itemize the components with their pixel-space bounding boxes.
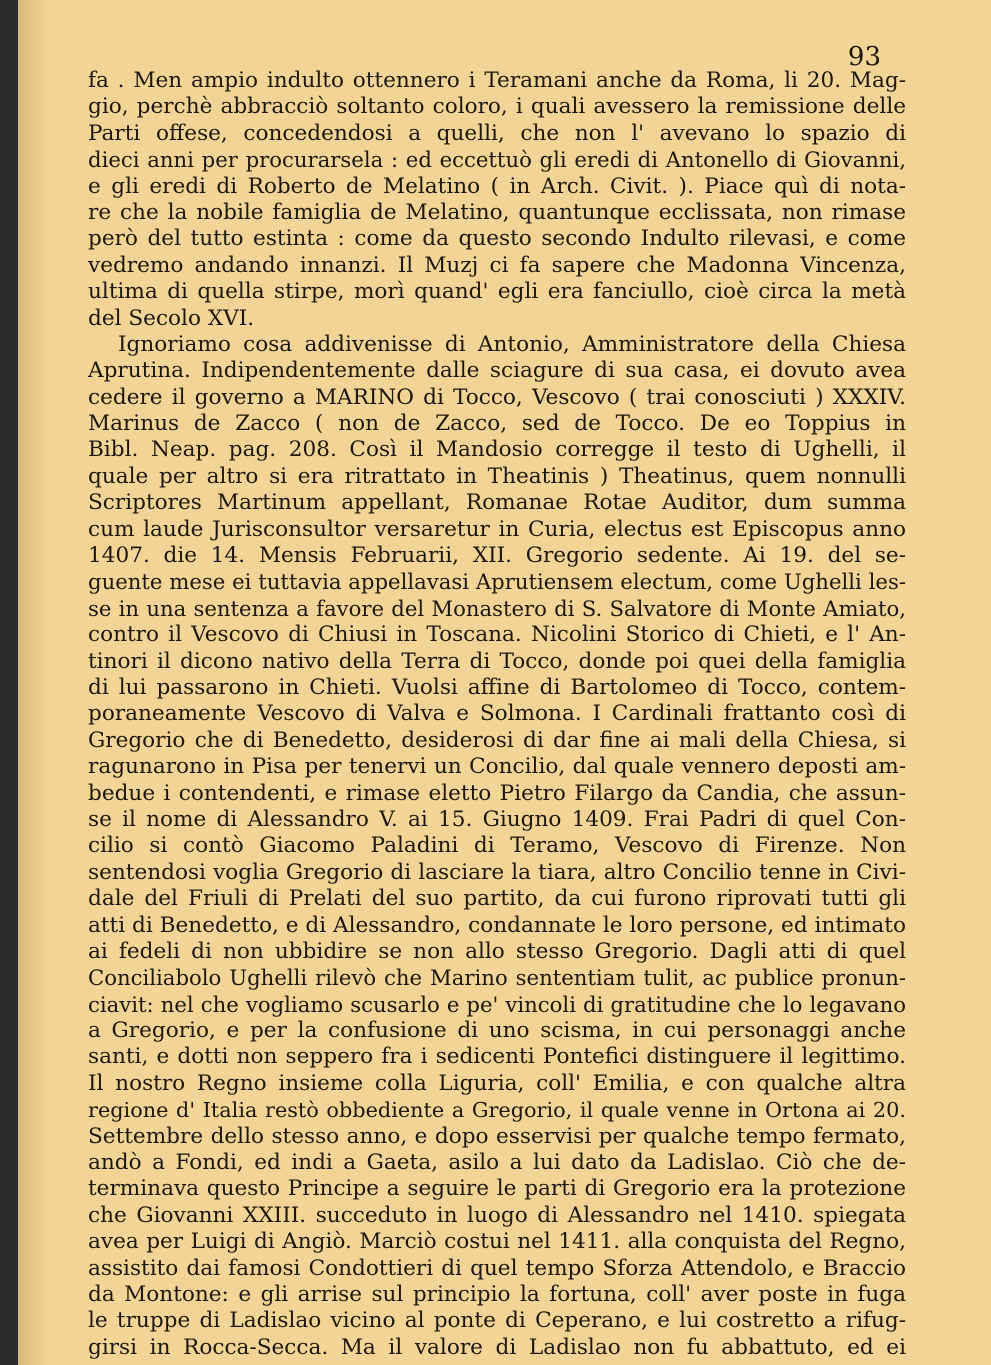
text-line: ragunarono in Pisa per tenervi un Concilio, dal quale vennero deposti am- [88,754,906,780]
text-line: cedere il governo a MARINO di Tocco, Vescovo ( trai conosciuti ) XXXIV. [88,384,906,410]
text-line: che Giovanni XXIII. succeduto in luogo di Alessandro nel 1410. spiegata [88,1202,906,1228]
text-line: atti di Benedetto, e di Alessandro, condannate le loro persone, ed intimato [88,912,906,938]
text-line: gio, perchè abbracciò soltanto coloro, i quali avessero la remissione delle [88,94,906,120]
text-line: fa . Men ampio indulto ottennero i Teramani anche da Roma, li 20. Mag- [88,68,906,93]
text-line: 1407. die 14. Mensis Februarii, XII. Gregorio sedente. Ai 19. del se- [88,543,906,569]
text-line: Aprutina. Indipendentemente dalle sciagure di sua casa, ei dovuto avea [88,358,906,384]
text-line: regione d' Italia restò obbediente a Gregorio, il quale venne in Ortona ai 20. [88,1098,906,1123]
text-line: bedue i contendenti, e rimase eletto Pietro Filargo da Candia, che assun- [88,780,906,806]
text-line: Ignoriamo cosa addivenisse di Antonio, Amministratore della Chiesa [118,331,906,357]
text-line: girsi in Rocca-Secca. Ma il valore di Ladislao non fu abbattuto, ed ei [88,1334,906,1360]
text-line: Bibl. Neap. pag. 208. Così il Mandosio corregge il testo di Ughelli, il [88,437,906,463]
text-line: di lui passarono in Chieti. Vuolsi affine di Bartolomeo di Tocco, contem- [88,674,906,700]
text-line: avea per Luigi di Angiò. Marciò costui nel 1411. alla conquista del Regno, [88,1229,906,1255]
text-line: Il nostro Regno insieme colla Liguria, coll' Emilia, e con qualche altra [88,1070,906,1096]
text-line: santi, e dotti non seppero fra i sedicenti Pontefici distinguere il legittimo. [88,1044,906,1070]
page-gutter-shadow [18,0,48,1365]
text-line: assistito dai famosi Condottieri di quel tempo Sforza Attendolo, e Braccio [88,1255,906,1281]
book-page [18,0,991,1365]
text-line: terminava questo Principe a seguire le parti di Gregorio era la protezione [88,1176,906,1202]
text-line: se il nome di Alessandro V. ai 15. Giugno 1409. Frai Padri di quel Con- [88,806,906,832]
text-line: Conciliabolo Ughelli rilevò che Marino sententiam tulit, ac publice pronun- [88,965,906,991]
text-line: a Gregorio, e per la confusione di uno scisma, in cui personaggi anche [88,1018,906,1044]
text-line: da Montone: e gli arrise sul principio la fortuna, coll' aver poste in fuga [88,1281,906,1307]
text-line: ultima di quella stirpe, morì quand' egli era fanciullo, cioè circa la metà [88,279,906,305]
text-line: andò a Fondi, ed indi a Gaeta, asilo a lui dato da Ladislao. Ciò che de- [88,1150,906,1176]
text-line: ai fedeli di non ubbidire se non allo stesso Gregorio. Dagli atti di quel [88,938,906,964]
text-line: contro il Vescovo di Chiusi in Toscana. Nicolini Storico di Chieti, e l' An- [88,622,906,648]
text-line: Marinus de Zacco ( non de Zacco, sed de Tocco. De eo Toppius in [88,411,906,437]
text-line: e gli eredi di Roberto de Melatino ( in Arch. Civit. ). Piace quì di nota- [88,173,906,199]
text-line: le truppe di Ladislao vicino al ponte di Ceperano, e lui costretto a rifug- [88,1308,906,1334]
text-line: vedremo andando innanzi. Il Muzj ci fa sapere che Madonna Vincenza, [88,252,906,278]
text-line: guente mese ei tuttavia appellavasi Aprutiensem electum, come Ughelli les- [88,569,906,595]
text-line: del Secolo XVI. [88,305,255,331]
text-line: dieci anni per procurarsela : ed eccettuò gli eredi di Antonello di Giovanni, [88,147,906,173]
text-line: cum laude Jurisconsultor versaretur in Curia, electus est Episcopus anno [88,516,906,542]
text-line: dale del Friuli di Prelati del suo partito, da cui furono riprovati tutti gli [88,886,906,912]
text-line: Settembre dello stesso anno, e dopo esservisi per qualche tempo fermato, [88,1123,906,1149]
text-line: quale per altro si era ritrattato in Theatinis ) Theatinus, quem nonnulli [88,463,906,489]
text-line: se in una sentenza a favore del Monastero di S. Salvatore di Monte Amiato, [88,595,906,621]
text-line: cilio si contò Giacomo Paladini di Teramo, Vescovo di Firenze. Non [88,833,906,859]
body-text [88,68,906,1361]
text-line: sentendosi voglia Gregorio di lasciare la tiara, altro Concilio tenne in Civi- [88,859,906,885]
page-number: 93 [847,42,881,72]
text-line: Scriptores Martinum appellant, Romanae Rotae Auditor, dum summa [88,490,906,516]
text-line: poraneamente Vescovo di Valva e Solmona. I Cardinali frattanto così di [88,701,906,727]
text-line: re che la nobile famiglia de Melatino, quantunque ecclissata, non rimase [88,199,906,225]
text-line: tinori il dicono nativo della Terra di Tocco, donde poi quei della famiglia [88,648,906,674]
text-line: Gregorio che di Benedetto, desiderosi di dar fine ai mali della Chiesa, si [88,727,906,753]
text-line: Parti offese, concedendosi a quelli, che non l' avevano lo spazio di [88,120,906,146]
text-line: però del tutto estinta : come da questo secondo Indulto rilevasi, e come [88,226,906,252]
text-line: ciavit: nel che vogliamo scusarlo e pe' vincoli di gratitudine che lo legavano [88,991,906,1017]
